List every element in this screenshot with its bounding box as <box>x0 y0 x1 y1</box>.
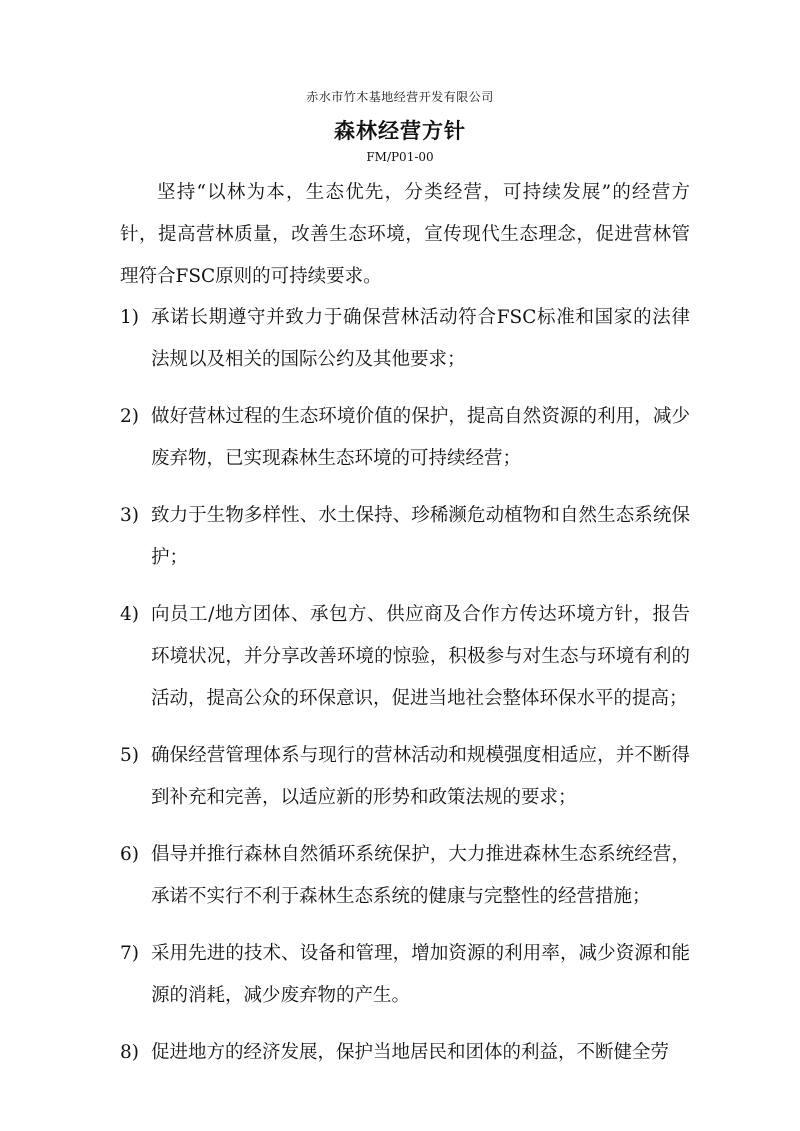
item-text: 确保经营管理体系与现行的营林活动和规模强度相适应，并不断得到补充和完善，以适应新的形势和政策法规的要求； <box>151 745 690 808</box>
item-number: 8) <box>120 1042 139 1063</box>
document-title: 森林经营方针 <box>334 119 466 143</box>
item-text: 承诺长期遵守并致力于确保营林活动符合FSC标准和国家的法律法规以及相关的国际公约及其他要求； <box>151 307 690 370</box>
policy-list <box>120 297 690 1089</box>
policy-item-3 <box>120 495 690 579</box>
company-name: 赤水市竹木基地经营开发有限公司 <box>306 90 494 104</box>
policy-item-4 <box>120 594 690 720</box>
item-text: 促进地方的经济发展，保护当地居民和团体的利益，不断健全劳 <box>151 1042 670 1063</box>
item-number: 6) <box>120 844 139 865</box>
item-text: 采用先进的技术、设备和管理，增加资源的利用率，减少资源和能源的消耗，减少废弃物的产生。 <box>151 943 690 1006</box>
policy-item-8 <box>120 1032 690 1074</box>
item-number: 7) <box>120 943 139 964</box>
policy-item-5 <box>120 735 690 819</box>
item-number: 1) <box>120 307 139 328</box>
item-number: 2) <box>120 406 139 427</box>
item-number: 3) <box>120 505 139 526</box>
item-text: 做好营林过程的生态环境价值的保护，提高自然资源的利用，减少废弃物，已实现森林生态环境的可持续经营； <box>151 406 690 469</box>
document-number: FM/P01-00 <box>366 150 434 164</box>
item-text: 致力于生物多样性、水土保持、珍稀濒危动植物和自然生态系统保护； <box>151 505 690 568</box>
policy-item-1 <box>120 297 690 381</box>
policy-item-2 <box>120 396 690 480</box>
policy-item-6 <box>120 834 690 918</box>
item-text: 向员工/地方团体、承包方、供应商及合作方传达环境方针，报告环境状况，并分享改善环境的惊验，积极参与对生态与环境有利的活动，提高公众的环保意识，促进当地社会整体环保水平的提高； <box>151 604 690 709</box>
item-text: 倡导并推行森林自然循环系统保护，大力推进森林生态系统经营，承诺不实行不利于森林生态系统的健康与完整性的经营措施； <box>151 844 690 907</box>
intro-paragraph: 坚持“以林为本，生态优先，分类经营，可持续发展”的经营方针，提高营林质量，改善生态环境，宣传现代生态理念，促进营林管理符合FSC原则的可持续要求。 <box>120 182 690 287</box>
item-number: 5) <box>120 745 139 766</box>
policy-item-7 <box>120 933 690 1017</box>
item-number: 4) <box>120 604 139 625</box>
